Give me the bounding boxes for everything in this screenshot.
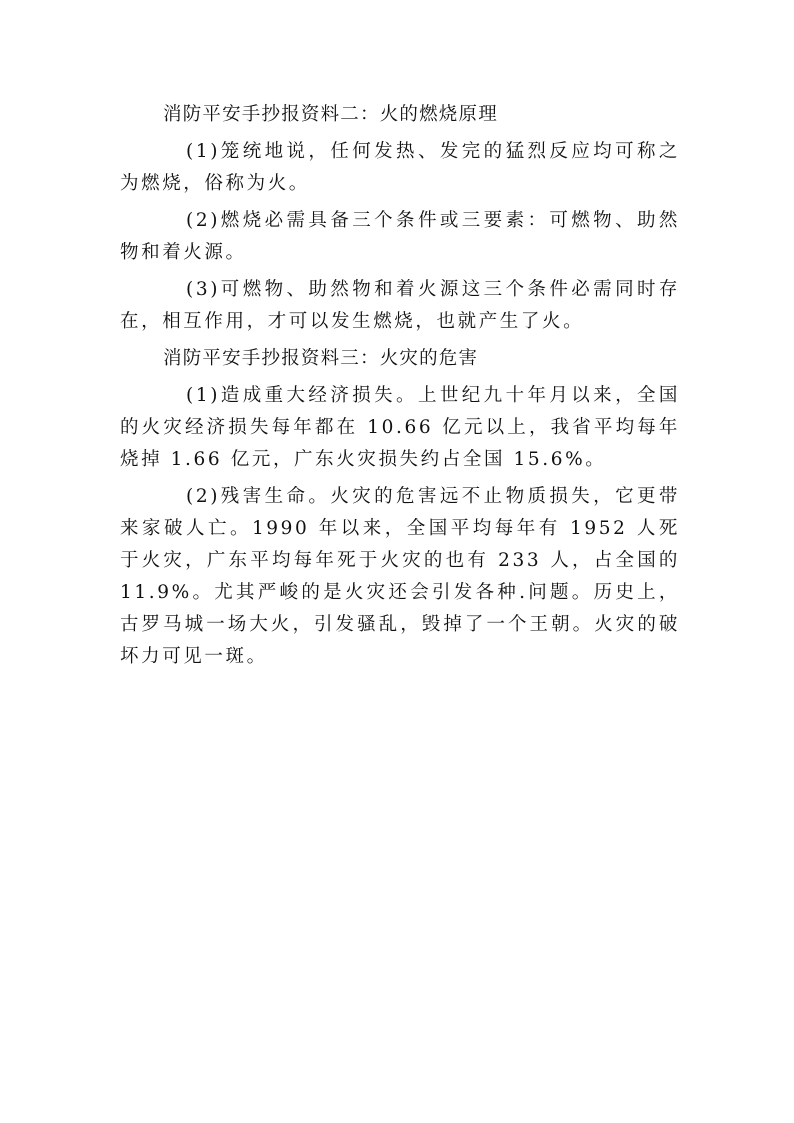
paragraph-combustion-coexistence: (3)可燃物、助然物和着火源这三个条件必需同时存在，相互作用，才可以发生燃烧，也就产生了火。	[120, 279, 680, 332]
document-body	[120, 99, 680, 678]
section-heading-combustion-principle: 消防平安手抄报资料二：火的燃烧原理	[163, 104, 498, 125]
paragraph-economic-loss: (1)造成重大经济损失。上世纪九十年月以来，全国的火灾经济损失每年都在 10.66 亿元以上，我省平均每年烧掉 1.66 亿元，广东火灾损失约占全国 15.6%。	[120, 385, 680, 470]
paragraph-combustion-conditions: (2)燃烧必需具备三个条件或三要素：可燃物、助然物和着火源。	[120, 210, 680, 263]
section-heading-fire-hazards: 消防平安手抄报资料三：火灾的危害	[163, 348, 479, 369]
paragraph-combustion-definition: (1)笼统地说，任何发热、发完的猛烈反应均可称之为燃烧，俗称为火。	[120, 141, 680, 194]
paragraph-loss-of-life: (2)残害生命。火灾的危害远不止物质损失，它更带来家破人亡。1990 年以来，全国平均每年有 1952 人死于火灾，广东平均每年死于火灾的也有 233 人，占全国的 11.9%。尤其严峻的是火灾还会引发各种.问题。历史上，古罗马城一场大火，引发骚乱，毁掉了一个王朝。火灾的破坏力可见一斑。	[120, 486, 680, 667]
